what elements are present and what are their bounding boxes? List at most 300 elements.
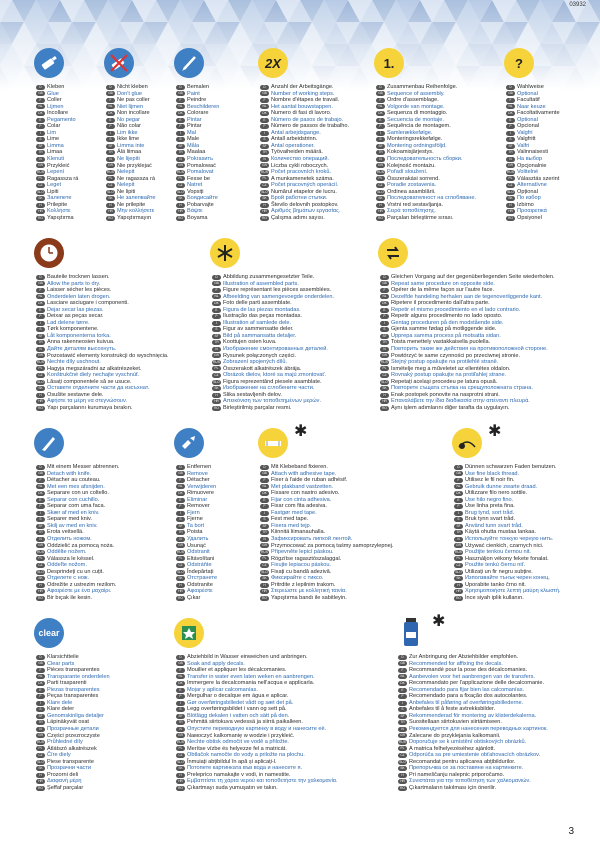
translation-list <box>260 464 394 601</box>
translation-text: Repetir el mismo procedimiento en el lado contrario. <box>391 306 521 313</box>
language-flag-icon: SF <box>176 144 185 149</box>
language-flag-icon: TR <box>212 340 221 345</box>
translation-list <box>176 84 219 221</box>
translation-text: Birleştirilmiş parçalar resmi. <box>223 404 292 411</box>
language-flag-icon: RO <box>176 786 185 791</box>
translation-text: Gleichen Vorgang auf der gegenüberliegenden Seite wiederholen. <box>391 274 555 280</box>
language-flag-icon: GR <box>398 733 407 738</box>
language-flag-icon: I <box>260 131 269 136</box>
language-flag-icon: E <box>106 118 115 123</box>
language-flag-icon: DK <box>36 111 45 116</box>
translation-text: Optional <box>517 116 538 123</box>
language-flag-icon: N <box>106 157 115 162</box>
translation-list <box>376 84 476 221</box>
language-flag-icon: S <box>398 707 407 712</box>
language-flag-icon: SLO <box>261 189 268 194</box>
translation-text: Oddeľte nožom. <box>47 562 87 569</box>
language-flag-icon: NL <box>106 104 115 109</box>
language-flag-icon: HR <box>176 209 185 214</box>
language-flag-icon: F <box>506 98 515 103</box>
translation-list <box>506 84 560 221</box>
language-flag-icon: PL <box>176 176 185 181</box>
language-flag-icon: D <box>398 655 407 660</box>
language-flag-icon: E <box>376 118 385 123</box>
translation-text: Επαναλάβετε την ίδια διαδικασία στην απέναντι πλευρά. <box>391 398 530 405</box>
translation-text: Прозрачные детали <box>47 726 99 733</box>
translation-text: Συνιστάται για την τοποθέτηση των χαλκομανιών. <box>409 778 531 785</box>
language-flag-icon: NL <box>176 484 185 489</box>
translation-text: Utilizați un fir negru subțire. <box>465 568 533 575</box>
translation-line <box>260 215 349 222</box>
translation-text: Peindre <box>187 97 207 104</box>
language-flag-icon: SF <box>176 714 185 719</box>
language-flag-icon: SLO <box>37 759 44 764</box>
language-flag-icon: H <box>176 203 185 208</box>
translation-text: Gør overføringsbilledet vådt og sæt det på. <box>187 699 294 706</box>
language-flag-icon: PL <box>176 556 185 561</box>
translation-text: Opérer de la même façon sur l'autre face. <box>391 287 495 294</box>
language-flag-icon: RUS <box>455 549 462 554</box>
translation-text: Odrežite z ustrezim rezilom. <box>47 581 117 588</box>
translation-text: Çıkar <box>187 594 201 601</box>
translation-text: Optional <box>517 90 538 97</box>
language-flag-icon: RO <box>176 596 185 601</box>
translation-text: Изображение смонтированных деталей. <box>223 346 328 353</box>
language-flag-icon: F <box>36 98 45 103</box>
language-flag-icon: GR <box>212 353 221 358</box>
translation-line <box>380 405 555 412</box>
glue-tube-icon <box>34 48 64 78</box>
translation-text: Izbirno <box>517 201 534 208</box>
translation-text: Lasciare asciugare i componenti. <box>47 300 129 307</box>
language-flag-icon: F <box>260 478 269 483</box>
language-flag-icon: CZ <box>380 373 389 378</box>
translation-text: Прозрачни части <box>47 765 92 772</box>
language-flag-icon: SK <box>36 766 45 771</box>
translation-text: Zalecane do przyklejania kalkomanii. <box>409 732 501 739</box>
translation-text: Fjern <box>187 509 200 516</box>
language-flag-icon: S <box>212 327 221 332</box>
translation-text: Yapıştırma bandı ile sabitleyin. <box>271 594 347 601</box>
language-flag-icon: GR <box>380 353 389 358</box>
language-flag-icon: E <box>176 688 185 693</box>
language-flag-icon: HR <box>212 399 221 404</box>
language-flag-icon: SK <box>176 196 185 201</box>
translation-text: Use hilo negro fino. <box>465 496 514 503</box>
translation-text: Pritrdite z lepilnim trakom. <box>271 581 336 588</box>
translation-text: Separare con un coltello. <box>47 490 109 497</box>
language-flag-icon: RUS <box>261 549 268 554</box>
language-flag-icon: D <box>36 275 45 280</box>
language-flag-icon: S <box>36 517 45 522</box>
language-flag-icon: TR <box>36 530 45 535</box>
translation-text: Фиксирайте с тиксо. <box>271 575 324 582</box>
translation-text: На выбор <box>517 156 543 163</box>
translation-text: Soak and apply decals. <box>187 660 245 667</box>
translation-text: Natret <box>187 182 203 189</box>
translation-text: Počet pracovných operácií. <box>271 182 339 189</box>
translation-text: Bruk tynn svart tråd. <box>465 516 516 523</box>
translation-text: Yapı parçalarını kurumaya bırakın. <box>47 404 133 411</box>
language-flag-icon: DK <box>380 301 389 306</box>
translation-text: Don't glue <box>117 90 143 97</box>
translation-text: Anbefales til å feste avtrekksbilder. <box>409 706 496 713</box>
language-flag-icon: S <box>176 517 185 522</box>
translation-text: Çalışma adımı sayısı. <box>271 214 325 221</box>
language-flag-icon: TR <box>176 530 185 535</box>
translation-text: Illustration af samlede dele. <box>223 319 292 326</box>
translation-list <box>176 464 217 601</box>
translation-text: Odstranit <box>187 549 210 556</box>
language-flag-icon: SF <box>176 524 185 529</box>
language-flag-icon: H <box>106 203 115 208</box>
translation-text: Pomalovat <box>187 169 214 176</box>
translation-text: Remover <box>187 503 210 510</box>
language-flag-icon: DK <box>454 491 463 496</box>
language-flag-icon: GR <box>376 163 385 168</box>
translation-text: Maalaa <box>187 149 206 156</box>
translation-text: Fixer à l'aide de ruban adhésif. <box>271 477 348 484</box>
language-flag-icon: SK <box>106 196 115 201</box>
translation-text: Deixar as peças secar. <box>47 313 104 320</box>
language-flag-icon: HR <box>36 399 45 404</box>
translation-text: Nicht kleben <box>117 84 148 90</box>
translation-text: Hagyja megszáradni az alkatrészeket. <box>47 365 142 372</box>
language-flag-icon: E <box>176 498 185 503</box>
translation-text: Montering ordningsföljd. <box>387 142 447 149</box>
translation-text: Foto delle parti assemblate. <box>223 300 292 307</box>
translation-text: Pokrasить <box>187 156 214 163</box>
translation-text: Zur Anbringung der Abziehbilder empfohlen. <box>409 654 519 660</box>
knife-icon <box>34 428 64 458</box>
language-flag-icon: D <box>176 465 185 470</box>
translation-text: Ragasszа rá <box>47 175 79 182</box>
translation-text: Używać cienkich, czarnych nici. <box>465 542 544 549</box>
language-flag-icon: SF <box>260 144 269 149</box>
icon-label: clear <box>38 628 60 638</box>
translation-text: Lijmen <box>47 103 64 110</box>
translation-text: Colorare <box>187 110 209 117</box>
language-flag-icon: F <box>176 668 185 673</box>
2x-icon <box>258 48 288 78</box>
translation-list <box>176 654 338 791</box>
language-flag-icon: SK <box>36 386 45 391</box>
translation-text: Zusammenbau Reihenfolge. <box>387 84 458 90</box>
language-flag-icon: DK <box>260 491 269 496</box>
language-flag-icon: E <box>36 118 45 123</box>
translation-text: Enak postopek ponovite na nasprotni strani. <box>391 391 500 398</box>
translation-text: Figur av sammensatte deler. <box>223 326 294 333</box>
asterisk-marker-icon: ✱ <box>432 613 446 630</box>
translation-text: Separar con cuchillo. <box>47 496 100 503</box>
language-flag-icon: GR <box>260 163 269 168</box>
translation-text: Bemalen <box>187 84 210 90</box>
language-flag-icon: P <box>454 504 463 509</box>
language-flag-icon: HR <box>176 589 185 594</box>
language-flag-icon: RO <box>260 216 269 221</box>
language-flag-icon: TR <box>454 530 463 535</box>
translation-text: Bir bıçak ile kesin. <box>47 594 93 601</box>
language-flag-icon: PL <box>376 176 385 181</box>
language-flag-icon: PL <box>398 746 407 751</box>
translation-text: Détacher au couteau. <box>47 477 101 484</box>
translation-text: Не залепвайте <box>117 195 156 202</box>
language-flag-icon: PL <box>506 176 515 181</box>
language-flag-icon: RO <box>506 216 515 221</box>
translation-text: Oddělte nožem. <box>47 549 87 556</box>
translation-list <box>260 84 349 221</box>
language-flag-icon: SLO <box>213 379 220 384</box>
translation-text: Используйте тонкую черную нить. <box>465 536 554 543</box>
language-flag-icon: RUS <box>177 739 184 744</box>
translation-text: Käytä ohutta mustaa lankaa. <box>465 529 536 536</box>
translation-text: Niet lijmen <box>117 103 144 110</box>
translation-text: Naмoczyć kalkomanię w wodzie i przykleić. <box>187 732 295 739</box>
language-flag-icon: PL <box>260 556 269 561</box>
translation-text: Samlerækkefølge. <box>387 129 433 136</box>
language-flag-icon: N <box>212 347 221 352</box>
language-flag-icon: DK <box>260 111 269 116</box>
language-flag-icon: TR <box>176 150 185 155</box>
translation-text: Ne prilepite <box>117 201 146 208</box>
translation-line <box>260 595 394 602</box>
language-flag-icon: RUS <box>37 549 44 554</box>
translation-text: Opsiyonel <box>517 214 542 221</box>
language-flag-icon: GB <box>176 91 185 96</box>
language-flag-icon: I <box>36 511 45 516</box>
translation-line <box>506 215 560 222</box>
language-flag-icon: P <box>176 694 185 699</box>
translation-text: Отстранете <box>187 575 218 582</box>
language-flag-icon: P <box>398 694 407 699</box>
language-flag-icon: E <box>380 308 389 313</box>
translation-text: Naar keuze <box>517 103 546 110</box>
language-flag-icon: TR <box>36 720 45 725</box>
language-flag-icon: SK <box>36 576 45 581</box>
translation-text: Figure représentant les pièces assemblées. <box>223 287 332 294</box>
icon-label: 1. <box>383 55 395 71</box>
language-flag-icon: CZ <box>506 183 515 188</box>
language-flag-icon: HR <box>380 399 389 404</box>
decal-fluid-icon <box>396 618 426 648</box>
language-flag-icon: S <box>36 327 45 332</box>
language-flag-icon: SLO <box>177 759 184 764</box>
language-flag-icon: GB <box>506 91 515 96</box>
language-flag-icon: HR <box>454 589 463 594</box>
language-flag-icon: CZ <box>36 753 45 758</box>
translation-text: Összerakott alkatrészek ábrája. <box>223 365 302 372</box>
language-flag-icon: SLO <box>261 569 268 574</box>
translation-text: Monteringsrekkefølge. <box>387 136 443 143</box>
language-flag-icon: RUS <box>507 169 514 174</box>
translation-text: Liczba cykli roboczych. <box>271 162 329 169</box>
translation-line <box>36 405 169 412</box>
translation-text: Повторете същата стъпка на срещуположната страна. <box>391 385 533 392</box>
language-flag-icon: N <box>36 157 45 162</box>
translation-text: Coller <box>47 97 62 104</box>
translation-text: Ripetere il procedimento dall'altra parte. <box>391 300 490 307</box>
language-flag-icon: SK <box>260 576 269 581</box>
translation-text: Use linha preta fina. <box>465 503 515 510</box>
translation-text: Piese transparente <box>47 758 94 765</box>
language-flag-icon: I <box>380 321 389 326</box>
translation-text: Rekommenderad för montering av klisterdekalerna. <box>409 712 537 719</box>
language-flag-icon: TR <box>260 530 269 535</box>
translation-text: Yapıştırmayın <box>117 214 152 221</box>
translation-list <box>106 84 156 221</box>
language-flag-icon: CZ <box>36 373 45 378</box>
language-flag-icon: RUS <box>377 169 384 174</box>
translation-text: Διαφανή μέρη <box>47 778 82 785</box>
language-flag-icon: F <box>176 98 185 103</box>
translation-text: Abziehbild in Wasser einweichen und anbringen. <box>187 654 308 660</box>
translation-text: Dejar secar las piezas. <box>47 306 104 313</box>
translation-text: Odporúča sa pre umiestenie obťahovacích obrázkov. <box>409 752 541 759</box>
translation-text: Ne lipiti <box>117 188 136 195</box>
language-flag-icon: N <box>398 727 407 732</box>
language-flag-icon: F <box>36 288 45 293</box>
translation-line <box>176 595 217 602</box>
translation-line <box>106 215 156 222</box>
language-flag-icon: DK <box>176 491 185 496</box>
translation-text: Boyama <box>187 214 208 221</box>
language-flag-icon: CZ <box>36 183 45 188</box>
language-flag-icon: PL <box>380 366 389 371</box>
language-flag-icon: I <box>376 131 385 136</box>
translation-text: Allow the parts to dry. <box>47 280 101 287</box>
translation-text: Låt komponenterna torka. <box>47 332 111 339</box>
translation-text: Peças transparentes <box>47 693 99 700</box>
language-flag-icon: NL <box>36 674 45 679</box>
translation-list <box>398 654 548 791</box>
language-flag-icon: PL <box>36 366 45 371</box>
language-flag-icon: CZ <box>260 563 269 568</box>
translation-text: Fijar con cinta adhesiva. <box>271 496 332 503</box>
language-flag-icon: GB <box>212 281 221 286</box>
language-flag-icon: SLO <box>107 189 114 194</box>
language-flag-icon: PL <box>36 746 45 751</box>
translation-text: Nechte díly uschnout. <box>47 359 101 366</box>
language-flag-icon: H <box>380 393 389 398</box>
translation-text: Attach with adhesive tape. <box>271 470 337 477</box>
language-flag-icon: N <box>376 157 385 162</box>
translation-text: Рекомендуется для нанесения переводных картинок. <box>409 726 548 733</box>
language-flag-icon: H <box>176 773 185 778</box>
thread-icon <box>452 428 482 458</box>
language-flag-icon: RO <box>106 216 115 221</box>
language-flag-icon: NL <box>36 484 45 489</box>
language-flag-icon: PL <box>260 176 269 181</box>
translation-text: Number of working steps. <box>271 90 335 97</box>
language-flag-icon: GR <box>36 163 45 168</box>
language-flag-icon: SLO <box>455 569 462 574</box>
translation-text: A matrica felhelyezéséhez ajánlott. <box>409 745 496 752</box>
language-flag-icon: GB <box>454 471 463 476</box>
translation-text: Non incollare <box>117 110 150 117</box>
translation-text: Détacher <box>187 477 210 484</box>
asterisk-icon <box>210 238 240 268</box>
language-flag-icon: SLO <box>377 189 384 194</box>
language-flag-icon: TR <box>106 150 115 155</box>
language-flag-icon: SF <box>376 144 385 149</box>
translation-text: Fixujte lepiacou páskou. <box>271 562 332 569</box>
translation-text: Mit Klebeband fixieren. <box>271 464 328 470</box>
language-flag-icon: P <box>36 314 45 319</box>
translation-text: Dezelfde handeling herhalen aan de tegenoverliggende kant. <box>391 293 543 300</box>
language-flag-icon: HR <box>506 209 515 214</box>
language-flag-icon: P <box>36 124 45 129</box>
language-flag-icon: DK <box>36 681 45 686</box>
translation-text: Antal operationer. <box>271 142 315 149</box>
translation-text: Çıkartmaların takılması için önerilir. <box>409 784 497 791</box>
translation-text: Doporučuje se k umístění obtiskových obrázků. <box>409 739 527 746</box>
translation-text: Mergulhar o decalque em água e aplicar. <box>187 693 289 700</box>
translation-text: Αριθμός βημάτων εργασίας. <box>271 208 341 215</box>
language-flag-icon: P <box>506 124 515 129</box>
language-flag-icon: HR <box>398 779 407 784</box>
translation-text: Število delovnih postopkov. <box>271 201 339 208</box>
language-flag-icon: F <box>376 98 385 103</box>
translation-text: Upprepa samma process på motsatta sidan. <box>391 332 501 339</box>
language-flag-icon: F <box>260 98 269 103</box>
language-flag-icon: F <box>398 668 407 673</box>
translation-text: Klarsichtteile <box>47 654 79 660</box>
translation-text: Удалить <box>187 536 209 543</box>
translation-text: Antal arbejdsgange. <box>271 129 321 136</box>
language-flag-icon: DK <box>376 111 385 116</box>
translation-text: Ne lijepiti <box>117 156 140 163</box>
question-icon <box>504 48 534 78</box>
translation-text: Průhledné díly <box>47 739 83 746</box>
translation-text: Lim ikke <box>117 129 138 136</box>
translation-text: Nechte obtisk odmočit ve vodě a přiložte. <box>187 739 289 746</box>
language-flag-icon: I <box>176 511 185 516</box>
language-flag-icon: DK <box>36 301 45 306</box>
language-flag-icon: N <box>176 157 185 162</box>
language-flag-icon: I <box>398 701 407 706</box>
language-flag-icon: NL <box>506 104 515 109</box>
translation-text: No pegar <box>117 116 141 123</box>
asterisk-marker-icon: ✱ <box>294 423 308 440</box>
translation-text: Legg overføringsbildet i vann og sett på. <box>187 706 287 713</box>
language-flag-icon: D <box>36 85 45 90</box>
translation-text: Número de pasos de trabajo. <box>271 116 344 123</box>
translation-text: Valinnaisesti <box>517 149 548 156</box>
language-flag-icon: RUS <box>399 739 406 744</box>
language-flag-icon: PL <box>176 746 185 751</box>
translation-text: Оставете отделните части да изсъхнат. <box>47 385 150 392</box>
translation-text: Ne pas coller <box>117 97 150 104</box>
translation-text: Κολλήστε <box>47 208 71 215</box>
translation-text: Потопете картинката във вода и нанесете я. <box>187 765 303 772</box>
translation-text: A munkamenetek száma. <box>271 175 334 182</box>
language-flag-icon: D <box>212 275 221 280</box>
language-flag-icon: RO <box>260 596 269 601</box>
language-flag-icon: CZ <box>398 753 407 758</box>
language-flag-icon: GR <box>506 163 515 168</box>
language-flag-icon: H <box>454 583 463 588</box>
language-flag-icon: RUS <box>261 169 268 174</box>
language-flag-icon: D <box>176 85 185 90</box>
translation-text: Използвайте тънък черен конец. <box>465 575 550 582</box>
clock-icon <box>34 238 64 268</box>
translation-text: Nelepit <box>117 169 135 176</box>
asterisk-marker-icon: ✱ <box>488 423 502 440</box>
translation-text: Fjerne <box>187 516 203 523</box>
translation-text: Használjon vékony fekete fonalat. <box>465 555 549 562</box>
translation-line <box>376 215 476 222</box>
translation-text: Entfernen <box>187 464 212 470</box>
